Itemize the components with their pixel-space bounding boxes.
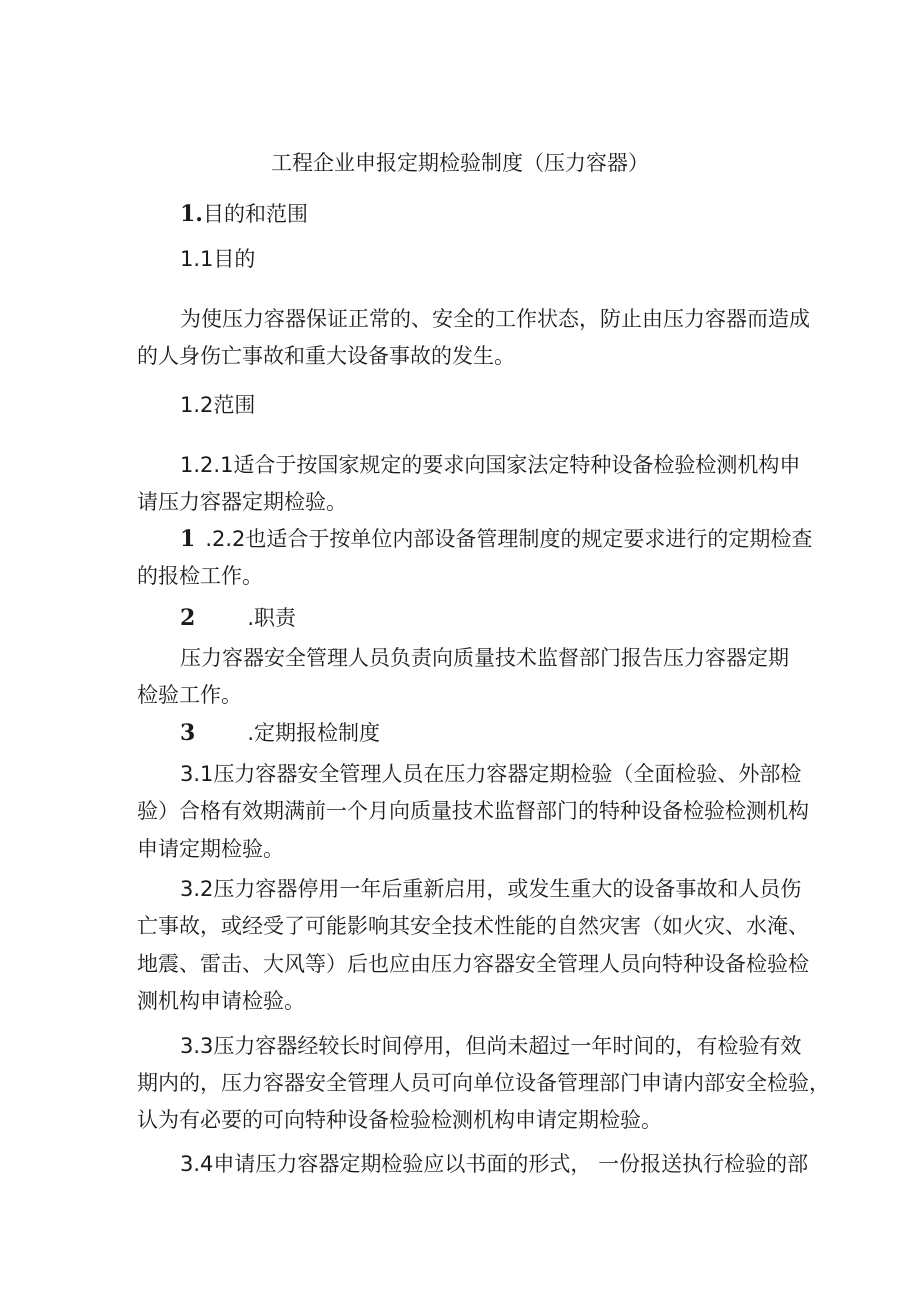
- section-1-heading: [180, 199, 308, 229]
- paragraph-line: 期内的，压力容器安全管理人员可向单位设备管理部门申请内部安全检验，: [137, 1071, 830, 1095]
- section-1-title: 目的和范围: [202, 202, 308, 226]
- paragraph-line: 的报检工作。: [137, 564, 263, 588]
- paragraph-line: 1.2.1适合于按国家规定的要求向国家法定特种设备检验检测机构申: [180, 453, 801, 477]
- section-3-heading: [180, 718, 380, 748]
- paragraph-line: 3.4申请压力容器定期检验应以书面的形式， 一份报送执行检验的部: [180, 1152, 809, 1176]
- paragraph-line: 测机构申请检验。: [137, 989, 305, 1013]
- paragraph-line: 亡事故，或经受了可能影响其安全技术性能的自然灾害（如火灾、水淹、: [137, 914, 809, 938]
- section-1-number: 1.: [180, 201, 203, 227]
- document-title: 工程企业申报定期检验制度（压力容器）: [271, 151, 649, 175]
- section-2-number: 2: [180, 605, 196, 631]
- section-1-2-2-text: .2.2也适合于按单位内部设备管理制度的规定要求进行的定期检查: [205, 527, 813, 551]
- paragraph-line: 验）合格有效期满前一个月向质量技术监督部门的特种设备检验检测机构: [137, 799, 809, 823]
- section-1-1-heading: 1.1目的: [180, 247, 256, 271]
- paragraph-line: 检验工作。: [137, 683, 242, 707]
- paragraph-line: 认为有必要的可向特种设备检验检测机构申请定期检验。: [137, 1108, 662, 1132]
- paragraph-line: 压力容器安全管理人员负责向质量技术监督部门报告压力容器定期: [180, 646, 789, 670]
- paragraph-line: 3.1压力容器安全管理人员在压力容器定期检验（全面检验、外部检: [180, 762, 802, 786]
- paragraph-line: 3.3压力容器经较长时间停用，但尚未超过一年时间的，有检验有效: [180, 1034, 802, 1058]
- section-2-heading: [180, 603, 296, 633]
- section-2-title: .职责: [247, 606, 296, 630]
- section-3-number: 3: [180, 720, 196, 746]
- paragraph-line: 的人身伤亡事故和重大设备事故的发生。: [137, 344, 515, 368]
- paragraph-line: 为使压力容器保证正常的、安全的工作状态，防止由压力容器而造成: [180, 307, 810, 331]
- paragraph-line: 申请定期检验。: [137, 837, 284, 861]
- section-3-title: .定期报检制度: [247, 721, 380, 745]
- section-1-2-heading: 1.2范围: [180, 393, 256, 417]
- section-1-2-2-number: 1: [180, 526, 196, 552]
- paragraph-line: [180, 524, 812, 554]
- paragraph-line: 地震、雷击、大风等）后也应由压力容器安全管理人员向特种设备检验检: [137, 952, 809, 976]
- paragraph-line: 请压力容器定期检验。: [137, 490, 347, 514]
- paragraph-line: 3.2压力容器停用一年后重新启用，或发生重大的设备事故和人员伤: [180, 877, 802, 901]
